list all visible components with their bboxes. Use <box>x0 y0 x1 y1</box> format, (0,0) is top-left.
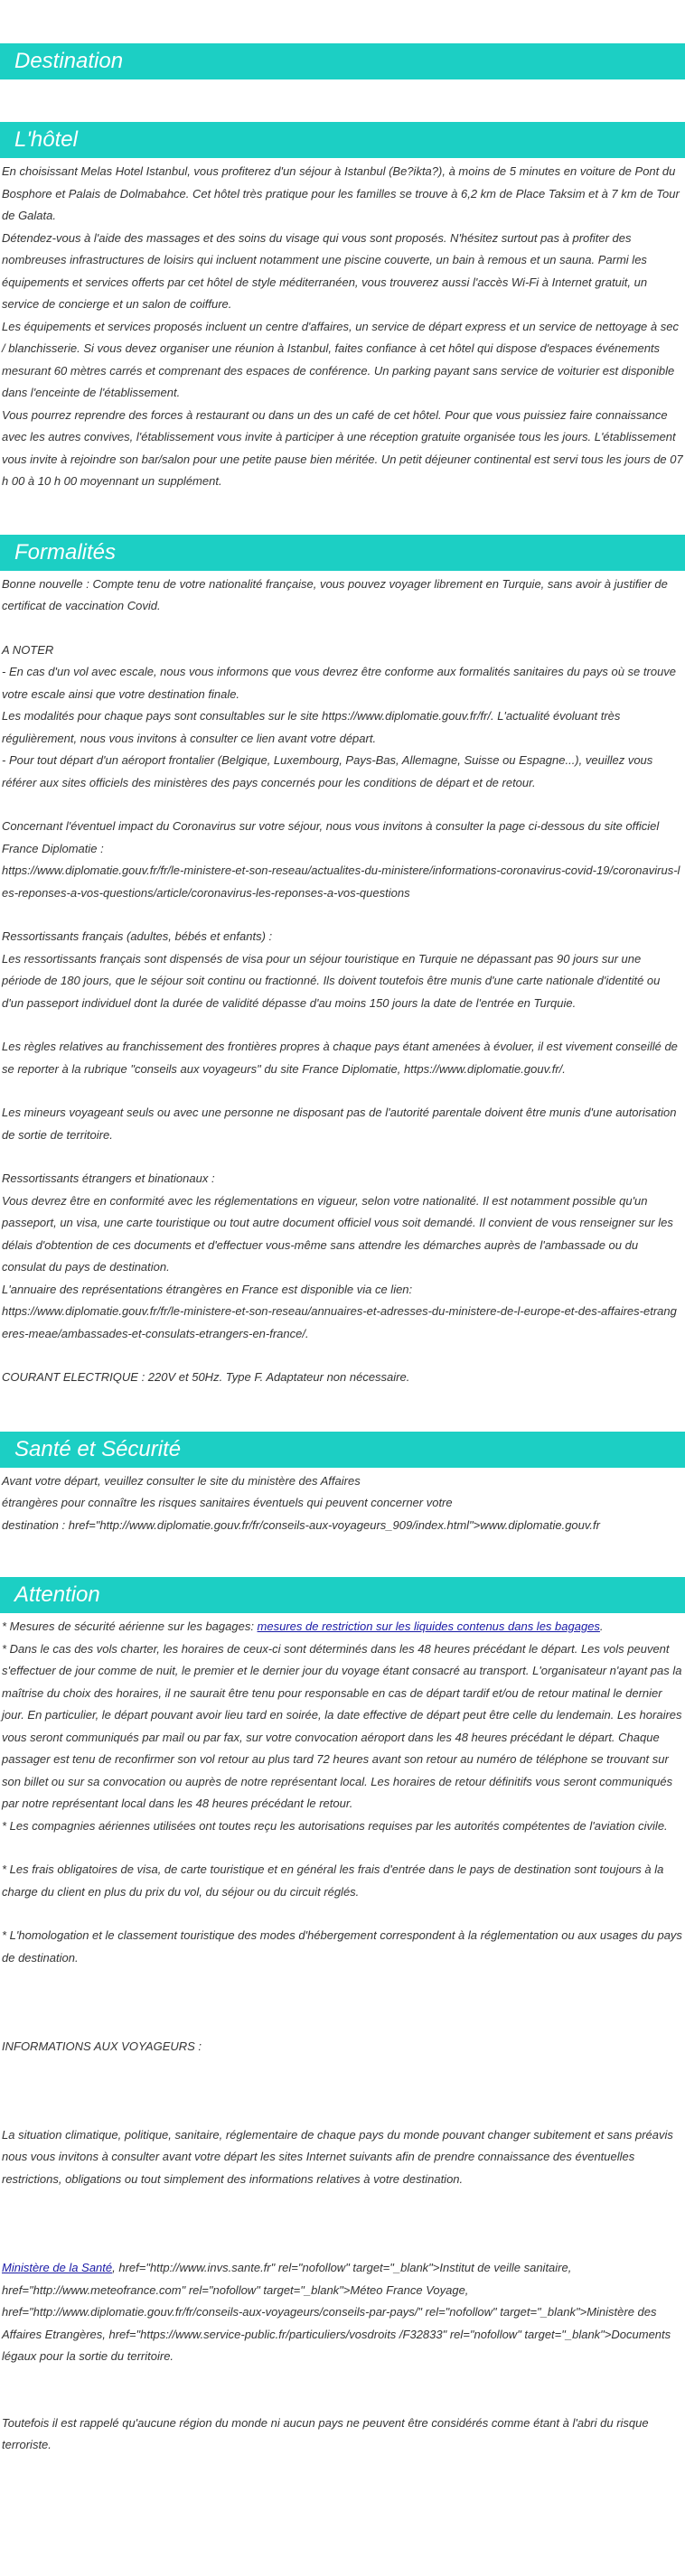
bagages-restriction-link[interactable]: mesures de restriction sur les liquides contenus dans les bagages <box>257 1619 600 1633</box>
consulter-info: nous vous invitons à consulter avant votre départ les sites Internet suivants afin de prendre connaissance des éventuelles restrictions, obligations ou tout simplement des informations relatives à votre destination. <box>2 2150 635 2186</box>
ministere-sante-link[interactable]: Ministère de la Santé <box>2 2261 113 2274</box>
annuaire-url: https://www.diplomatie.gouv.fr/fr/le-ministere-et-son-reseau/annuaires-et-adresses-du-ministere-de-l-europe-et-des-affaires-etrangeres-meae/ambassades-et-consulats-etrangers-en-france/. <box>2 1304 677 1340</box>
infos-voyageurs-title: INFORMATIONS AUX VOYAGEURS : <box>2 2039 202 2053</box>
section-sante-title: Santé et Sécurité <box>0 1432 685 1468</box>
attention-content <box>0 1616 685 2457</box>
liens-utiles-rest: , href="http://www.invs.sante.fr" rel="nofollow" target="_blank">Institut de veille sanitaire, href="http://www.meteofrance.com" rel="nofollow" target="_blank">Méteo France Voyage, href="http://www.diplomatie.gouv.fr/fr/conseils-aux-voyageurs/conseils-par-pays/" rel="nofollow" target="_blank">Ministère des Affaires Etrangères, href="https://www.service-public.fr/particuliers/vosdroits /F32833" rel="nofollow" target="_blank">Documents légaux pour la sortie du territoire. <box>2 2261 671 2363</box>
ressortissants-fr-text: Les ressortissants français sont dispensés de visa pour un séjour touristique en Turquie ne dépassant pas 90 jours sur une période de 180 jours, que le séjour soit continu ou fractionné. Ils doivent toutefois être munis d'une carte nationale d'identité ou d'un passeport individuel dont la durée de validité dépasse d'au moins 150 jours la date de l'entrée en Turquie. <box>2 951 661 1010</box>
covid-url: https://www.diplomatie.gouv.fr/fr/le-ministere-et-son-reseau/actualites-du-ministere/informations-coronavirus-covid-19/coronavirus-les-reponses-a-vos-questions/article/coronavirus-les-reponses-a-vos-questions <box>2 863 680 900</box>
courant-electrique: COURANT ELECTRIQUE : 220V et 50Hz. Type F. Adaptateur non nécessaire. <box>2 1370 410 1384</box>
regles-frontieres: Les règles relatives au franchissement des frontières propres à chaque pays étant amenées à évoluer, il est vivement conseillé de se reporter à la rubrique "conseils aux voyageurs" du site France Diplomatie, https://www.diplomatie.gouv.fr/. <box>2 1040 678 1076</box>
frais-info: * Les frais obligatoires de visa, de carte touristique et en général les frais d'entrée dans le pays de destination sont toujours à la charge du client en plus du prix du vol, du séjour ou du circuit réglés. <box>2 1862 664 1899</box>
bagages-prefix: * Mesures de sécurité aérienne sur les bagages: <box>2 1619 258 1633</box>
formalites-content <box>0 574 685 1389</box>
compagnies-info: * Les compagnies aériennes utilisées ont toutes reçu les autorisations requises par les autorités compétentes de l'aviation civile. <box>2 1818 668 1833</box>
hotel-paragraph: Vous pourrez reprendre des forces à restaurant ou dans un des un café de cet hôtel. Pour que vous puissiez faire connaissance avec les autres convives, l'établissement vous invite à participer à une réception gratuite organisée tous les jours. L'établissement vous invite à rejoindre son bar/salon pour une petite pause bien méritée. Un petit déjeuner continental est servi tous les jours de 07 h 00 à 10 h 00 moyennant un supplément. <box>2 407 683 488</box>
situation-info: La situation climatique, politique, sanitaire, réglementaire de chaque pays du monde pouvant changer subitement et sans préavis <box>2 2127 673 2142</box>
homologation-info: * L'homologation et le classement touristique des modes d'hébergement correspondent à la réglementation ou aux usages du pays de destination. <box>2 1928 682 1965</box>
sante-line: Avant votre départ, veuillez consulter le site du ministère des Affaires <box>2 1473 361 1488</box>
ressortissants-etr-title: Ressortissants étrangers et binationaux : <box>2 1171 215 1185</box>
liens-utiles <box>2 2257 683 2368</box>
ressortissants-etr-text: Vous devrez être en conformité avec les réglementations en vigueur, selon votre nationalité. Il est notamment possible qu'un passeport, un visa, une carte touristique ou tout autre document officiel vous soit demandé. Il convient de vous renseigner sur les délais d'obtention de ces documents et d'effectuer vous-même sans attendre les démarches auprès de l'ambassade ou du consulat du pays de destination. <box>2 1193 673 1274</box>
section-formalites-title: Formalités <box>0 535 685 571</box>
mineurs-info: Les mineurs voyageant seuls ou avec une personne ne disposant pas de l'autorité parentale doivent être munis d'une autorisation de sortie de territoire. <box>2 1106 677 1142</box>
covid-info: Concernant l'éventuel impact du Coronavirus sur votre séjour, nous vous invitons à consulter la page ci-dessous du site officiel France Diplomatie : <box>2 819 660 855</box>
sante-line: destination : href="http://www.diplomatie.gouv.fr/fr/conseils-aux-voyageurs_909/index.html">www.diplomatie.gouv.fr <box>2 1517 600 1532</box>
charter-info: * Dans le cas des vols charter, les horaires de ceux-ci sont déterminés dans les 48 heures précédant le départ. Les vols peuvent s'effectuer de jour comme de nuit, le premier et le dernier jour du voyage étant consacré au transport. L'organisateur n'ayant pas la maîtrise du choix des horaires, il ne saurait être tenu pour responsable en cas de départ tardif et/ou de retour matinal le dernier jour. En particulier, le départ pouvant avoir lieu tard en soirée, la date effective de départ peut être celle du lendemain. Les horaires vous seront communiqués par mail ou par fax, sur votre convocation aéroport dans les 48 heures précédant le départ. Chaque passager est tenu de reconfirmer son vol retour au plus tard 72 heures avant son retour au numéro de téléphone se trouvant sur son billet ou sur sa convocation ou auprès de notre représentant local. Les horaires de retour définitifs vous seront communiqués par notre représentant local dans les 48 heures précédant le retour. <box>2 1641 682 1810</box>
hotel-paragraph: Détendez-vous à l'aide des massages et des soins du visage qui vous sont proposés. N'hésitez surtout pas à profiter des nombreuses infrastructures de loisirs qui incluent notamment une piscine couverte, un bain à remous et un sauna. Parmi les équipements et services offerts par cet hôtel de style méditerranéen, vous trouverez aussi l'accès Wi-Fi à Internet gratuit, un service de concierge et un salon de coiffure. <box>2 230 648 311</box>
section-hotel-title: L'hôtel <box>0 122 685 158</box>
hotel-description <box>0 161 685 493</box>
annuaire-info: L'annuaire des représentations étrangères en France est disponible via ce lien: <box>2 1282 413 1296</box>
formalites-intro: Bonne nouvelle : Compte tenu de votre nationalité française, vous pouvez voyager librement en Turquie, sans avoir à justifier de certificat de vaccination Covid. <box>2 576 668 612</box>
hotel-paragraph: En choisissant Melas Hotel Istanbul, vous profiterez d'un séjour à Istanbul (Be?ikta?), à moins de 5 minutes en voiture de Pont du Bosphore et Palais de Dolmabahce. Cet hôtel très pratique pour les familles se trouve à 6,2 km de Place Taksim et à 7 km de Tour de Galata. <box>2 164 680 222</box>
anoter-item: - Pour tout départ d'un aéroport frontalier (Belgique, Luxembourg, Pays-Bas, Allemagne, Suisse ou Espagne...), veuillez vous référer aux sites officiels des ministères des pays concernés pour les conditions de départ et de retour. <box>2 753 653 789</box>
section-destination-title: Destination <box>0 43 685 79</box>
sante-line: étrangères pour connaître les risques sanitaires éventuels qui peuvent concerner votre <box>2 1496 453 1509</box>
bagages-suffix: . <box>599 1619 604 1633</box>
bagages-info <box>2 1616 683 1638</box>
section-attention-title: Attention <box>0 1577 685 1613</box>
anoter-item: - En cas d'un vol avec escale, nous vous informons que vous devrez être conforme aux formalités sanitaires du pays où se trouve votre escale ainsi que votre destination finale. <box>2 665 677 701</box>
anoter-title: A NOTER <box>2 642 54 657</box>
ressortissants-fr-title: Ressortissants français (adultes, bébés et enfants) : <box>2 929 273 943</box>
anoter-item: Les modalités pour chaque pays sont consultables sur le site https://www.diplomatie.gouv.fr/fr/. L'actualité évoluant très régulièrement, nous vous invitons à consulter ce lien avant votre départ. <box>2 709 621 745</box>
sante-content <box>0 1470 685 1537</box>
terrorisme-info: Toutefois il est rappelé qu'aucune région du monde ni aucun pays ne peuvent être considérés comme étant à l'abri du risque terroriste. <box>2 2415 649 2451</box>
hotel-paragraph: Les équipements et services proposés incluent un centre d'affaires, un service de départ express et un service de nettoyage à sec / blanchisserie. Si vous devez organiser une réunion à Istanbul, faites confiance à cet hôtel qui dispose d'espaces événements mesurant 60 mètres carrés et comprenant des espaces de conférence. Un parking payant sans service de voiturier est disponible dans l'enceinte de l'établissement. <box>2 319 679 399</box>
